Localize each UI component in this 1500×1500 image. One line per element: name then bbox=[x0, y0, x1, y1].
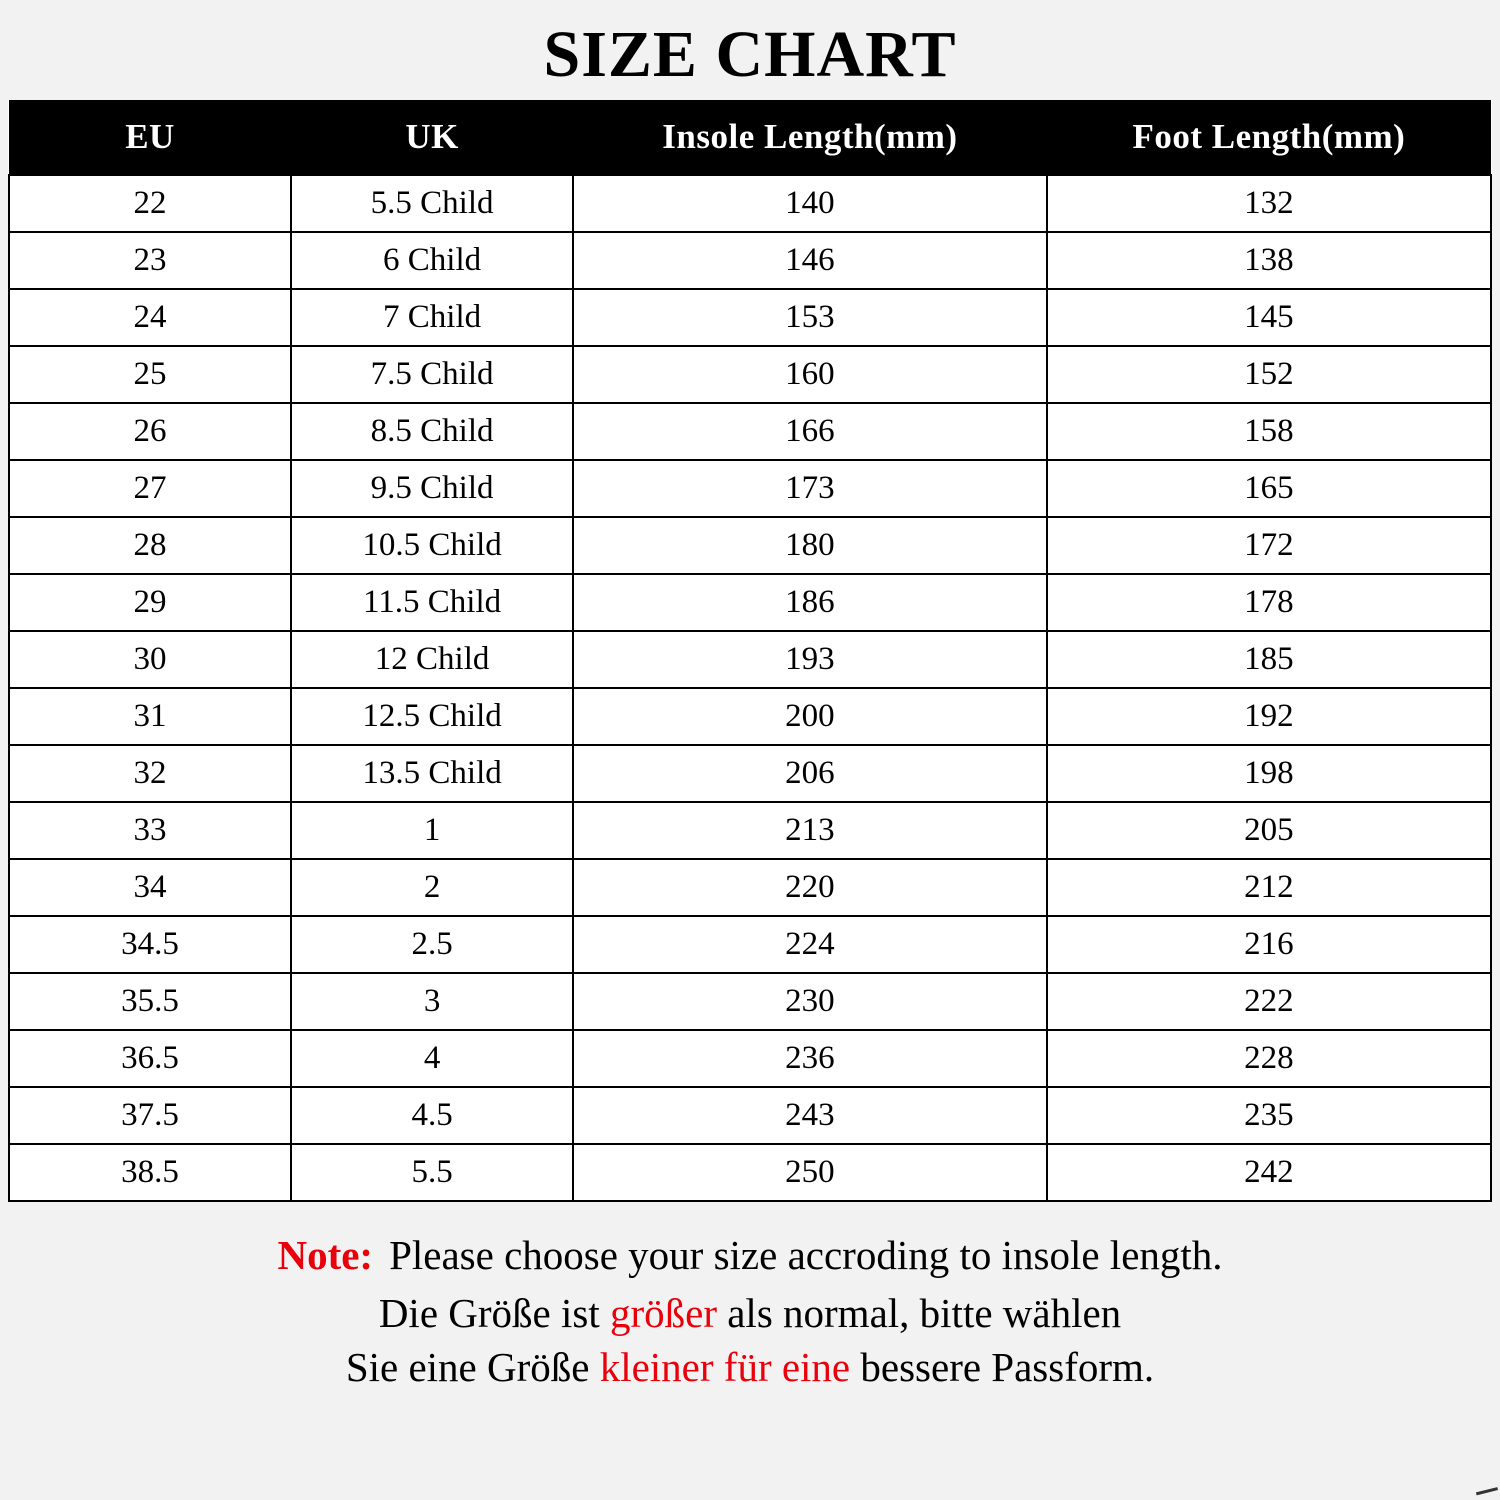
cell-eu: 24 bbox=[9, 289, 291, 346]
cell-insole-length: 243 bbox=[573, 1087, 1047, 1144]
cell-eu: 22 bbox=[9, 175, 291, 232]
cell-eu: 26 bbox=[9, 403, 291, 460]
cell-eu: 29 bbox=[9, 574, 291, 631]
cell-eu: 33 bbox=[9, 802, 291, 859]
table-row bbox=[9, 346, 1491, 403]
cell-insole-length: 206 bbox=[573, 745, 1047, 802]
cell-eu: 32 bbox=[9, 745, 291, 802]
table-row bbox=[9, 517, 1491, 574]
cell-foot-length: 198 bbox=[1047, 745, 1491, 802]
cell-foot-length: 158 bbox=[1047, 403, 1491, 460]
table-row bbox=[9, 916, 1491, 973]
cell-eu: 34 bbox=[9, 859, 291, 916]
cell-uk: 6 Child bbox=[291, 232, 573, 289]
cell-eu: 31 bbox=[9, 688, 291, 745]
cell-uk: 12 Child bbox=[291, 631, 573, 688]
cell-foot-length: 205 bbox=[1047, 802, 1491, 859]
cell-foot-length: 185 bbox=[1047, 631, 1491, 688]
cell-insole-length: 230 bbox=[573, 973, 1047, 1030]
note-text-english: Please choose your size accroding to insole length. bbox=[389, 1232, 1223, 1278]
column-header-foot-length: Foot Length(mm) bbox=[1047, 100, 1491, 175]
table-row bbox=[9, 460, 1491, 517]
cell-foot-length: 216 bbox=[1047, 916, 1491, 973]
table-row bbox=[9, 973, 1491, 1030]
cell-uk: 3 bbox=[291, 973, 573, 1030]
cell-foot-length: 178 bbox=[1047, 574, 1491, 631]
cell-foot-length: 235 bbox=[1047, 1087, 1491, 1144]
cell-eu: 35.5 bbox=[9, 973, 291, 1030]
cell-uk: 13.5 Child bbox=[291, 745, 573, 802]
note-german-2-part1: Sie eine Größe bbox=[345, 1343, 600, 1390]
cell-uk: 1 bbox=[291, 802, 573, 859]
table-row bbox=[9, 289, 1491, 346]
cell-insole-length: 213 bbox=[573, 802, 1047, 859]
cell-uk: 2 bbox=[291, 859, 573, 916]
cell-foot-length: 242 bbox=[1047, 1144, 1491, 1201]
cell-uk: 5.5 Child bbox=[291, 175, 573, 232]
cell-uk: 7.5 Child bbox=[291, 346, 573, 403]
cell-foot-length: 165 bbox=[1047, 460, 1491, 517]
cell-eu: 28 bbox=[9, 517, 291, 574]
table-row bbox=[9, 175, 1491, 232]
note-german-1-part2: als normal, bitte wählen bbox=[716, 1290, 1122, 1337]
cell-foot-length: 138 bbox=[1047, 232, 1491, 289]
cell-foot-length: 172 bbox=[1047, 517, 1491, 574]
cell-eu: 38.5 bbox=[9, 1144, 291, 1201]
cell-foot-length: 212 bbox=[1047, 859, 1491, 916]
cell-insole-length: 200 bbox=[573, 688, 1047, 745]
cell-insole-length: 220 bbox=[573, 859, 1047, 916]
cell-eu: 27 bbox=[9, 460, 291, 517]
note-line-english bbox=[40, 1230, 1460, 1281]
cell-foot-length: 222 bbox=[1047, 973, 1491, 1030]
cell-uk: 11.5 Child bbox=[291, 574, 573, 631]
column-header-insole-length: Insole Length(mm) bbox=[573, 100, 1047, 175]
note-label: Note: bbox=[277, 1232, 374, 1278]
cell-insole-length: 236 bbox=[573, 1030, 1047, 1087]
table-header bbox=[9, 100, 1491, 175]
cell-insole-length: 173 bbox=[573, 460, 1047, 517]
note-german-1-highlight: größer bbox=[609, 1290, 717, 1337]
note-line-german-2 bbox=[40, 1341, 1460, 1394]
cell-uk: 10.5 Child bbox=[291, 517, 573, 574]
cell-eu: 25 bbox=[9, 346, 291, 403]
table-header-row bbox=[9, 100, 1491, 175]
cell-foot-length: 192 bbox=[1047, 688, 1491, 745]
table-row bbox=[9, 232, 1491, 289]
note-german-2-part2: bessere Passform. bbox=[850, 1343, 1155, 1390]
column-header-uk: UK bbox=[291, 100, 573, 175]
cell-uk: 4.5 bbox=[291, 1087, 573, 1144]
cell-uk: 5.5 bbox=[291, 1144, 573, 1201]
size-chart-table bbox=[8, 100, 1492, 1202]
cell-uk: 12.5 Child bbox=[291, 688, 573, 745]
cell-insole-length: 160 bbox=[573, 346, 1047, 403]
table-row bbox=[9, 859, 1491, 916]
cell-foot-length: 228 bbox=[1047, 1030, 1491, 1087]
table-row bbox=[9, 1030, 1491, 1087]
size-table-container bbox=[0, 100, 1500, 1202]
table-row bbox=[9, 688, 1491, 745]
table-row bbox=[9, 574, 1491, 631]
note-line-german-1 bbox=[40, 1287, 1460, 1340]
table-row bbox=[9, 1087, 1491, 1144]
cell-eu: 37.5 bbox=[9, 1087, 291, 1144]
cell-insole-length: 186 bbox=[573, 574, 1047, 631]
cell-uk: 8.5 Child bbox=[291, 403, 573, 460]
cell-foot-length: 145 bbox=[1047, 289, 1491, 346]
cell-eu: 30 bbox=[9, 631, 291, 688]
cell-insole-length: 180 bbox=[573, 517, 1047, 574]
cell-uk: 2.5 bbox=[291, 916, 573, 973]
cell-insole-length: 153 bbox=[573, 289, 1047, 346]
cell-foot-length: 132 bbox=[1047, 175, 1491, 232]
cell-eu: 34.5 bbox=[9, 916, 291, 973]
table-row bbox=[9, 802, 1491, 859]
note-german-1-part1: Die Größe ist bbox=[378, 1290, 610, 1337]
table-row bbox=[9, 1144, 1491, 1201]
column-header-eu: EU bbox=[9, 100, 291, 175]
cell-eu: 23 bbox=[9, 232, 291, 289]
cell-insole-length: 140 bbox=[573, 175, 1047, 232]
cell-insole-length: 166 bbox=[573, 403, 1047, 460]
notes-section bbox=[0, 1202, 1500, 1394]
cell-foot-length: 152 bbox=[1047, 346, 1491, 403]
table-row bbox=[9, 745, 1491, 802]
cell-uk: 7 Child bbox=[291, 289, 573, 346]
table-row bbox=[9, 631, 1491, 688]
cell-insole-length: 193 bbox=[573, 631, 1047, 688]
page-title: SIZE CHART bbox=[543, 18, 957, 91]
cell-insole-length: 146 bbox=[573, 232, 1047, 289]
cell-uk: 4 bbox=[291, 1030, 573, 1087]
table-row bbox=[9, 403, 1491, 460]
corner-mark-icon bbox=[1472, 1480, 1498, 1494]
note-german-2-highlight: kleiner für eine bbox=[599, 1343, 851, 1390]
cell-insole-length: 224 bbox=[573, 916, 1047, 973]
cell-insole-length: 250 bbox=[573, 1144, 1047, 1201]
cell-uk: 9.5 Child bbox=[291, 460, 573, 517]
cell-eu: 36.5 bbox=[9, 1030, 291, 1087]
table-body bbox=[9, 175, 1491, 1201]
